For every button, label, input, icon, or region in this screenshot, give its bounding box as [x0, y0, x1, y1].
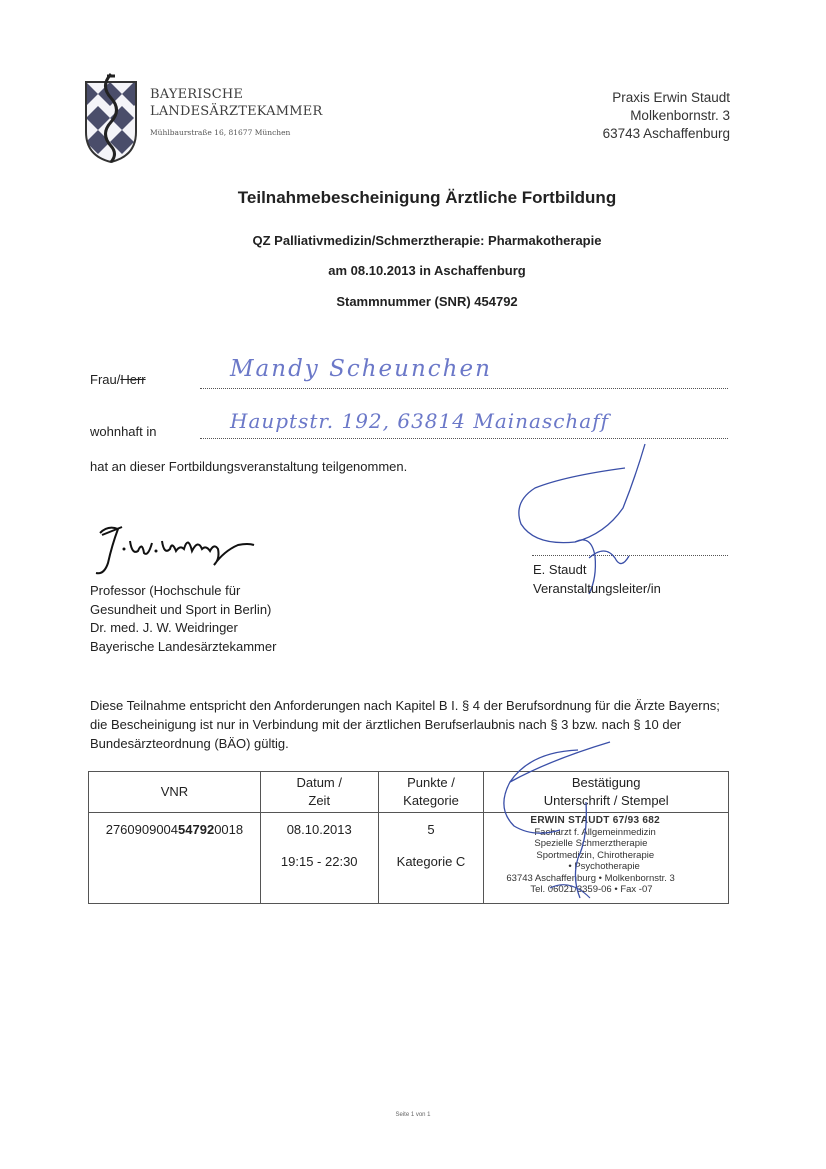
left-signatory-title-2: Gesundheit und Sport in Berlin): [90, 601, 272, 617]
stammnummer: Stammnummer (SNR) 454792: [336, 294, 518, 309]
cell-points: 5 Kategorie C: [378, 813, 484, 904]
practice-city: 63743 Aschaffenburg: [602, 126, 730, 141]
course-date-place: am 08.10.2013 in Aschaffenburg: [328, 263, 526, 278]
right-signatory-name: E. Staudt: [533, 562, 587, 577]
issuer-address: Mühlbaurstraße 16, 81677 München: [150, 128, 291, 137]
header-confirmation: Bestätigung Unterschrift / Stempel: [484, 772, 729, 813]
issuer-name-line1: BAYERISCHE: [150, 87, 244, 102]
cell-date: 08.10.2013 19:15 - 22:30: [260, 813, 378, 904]
header-points: Punkte / Kategorie: [378, 772, 484, 813]
participation-statement: hat an dieser Fortbildungsveranstaltung teilgenommen.: [90, 459, 408, 474]
left-signatory-title-1: Professor (Hochschule für: [90, 583, 241, 598]
page-footer: Seite 1 von 1: [395, 1112, 431, 1118]
left-signatory-name: Dr. med. J. W. Weidringer: [90, 620, 238, 635]
residence-label: wohnhaft in: [90, 424, 157, 439]
right-signatory-role: Veranstaltungsleiter/in: [533, 581, 661, 596]
salutation-selected: Frau/: [90, 372, 121, 387]
legal-notice: Diese Teilnahme entspricht den Anforderungen nach Kapitel B I. § 4 der Berufsordnung für die Ärzte Bayerns; die Bescheinigung ist nur in Verbindung mit der ärztlichen Berufserlaubnis nach § 3 bzw. nach § 10 der Bundesärzteordnung (BÄO) gültig.: [90, 698, 720, 751]
practice-address: [603, 89, 730, 143]
participant-name-handwritten: Mandy Scheunchen: [230, 356, 492, 382]
left-signatory-block: [90, 582, 276, 656]
name-field-line: [200, 388, 728, 389]
cell-vnr: 2760909004547920018: [89, 813, 261, 904]
bavarian-lozenge-emblem-icon: [78, 72, 144, 164]
header-date: Datum / Zeit: [260, 772, 378, 813]
salutation-label: [90, 372, 146, 387]
header-vnr: VNR: [89, 772, 261, 813]
issuer-name-line2: LANDESÄRZTEKAMMER: [150, 104, 323, 119]
course-title: QZ Palliativmedizin/Schmerztherapie: Pharmakotherapie: [252, 233, 602, 248]
left-signatory-org: Bayerische Landesärztekammer: [90, 638, 277, 654]
doctor-stamp: ERWIN STAUDT 67/93 682 Facharzt f. Allgemeinmedizin Spezielle Schmerztherapie Sportmedizin, Chirotherapie • Psychotherapie 63743 Aschaffenburg • Molkenbornstr. 3 Tel. 06021/3359-06 • Fax -07: [506, 815, 675, 895]
practice-name: Praxis Erwin Staudt: [612, 90, 730, 105]
weidringer-signature-icon: [88, 515, 268, 585]
document-title: Teilnahmebescheinigung Ärztliche Fortbildung: [237, 188, 617, 207]
table-signature-icon: [490, 738, 660, 908]
practice-street: Molkenbornstr. 3: [630, 108, 730, 123]
issuer-logo: [78, 72, 328, 167]
residence-handwritten: Hauptstr. 192, 63814 Mainaschaff: [230, 409, 610, 433]
salutation-struck: Herr: [120, 372, 146, 387]
